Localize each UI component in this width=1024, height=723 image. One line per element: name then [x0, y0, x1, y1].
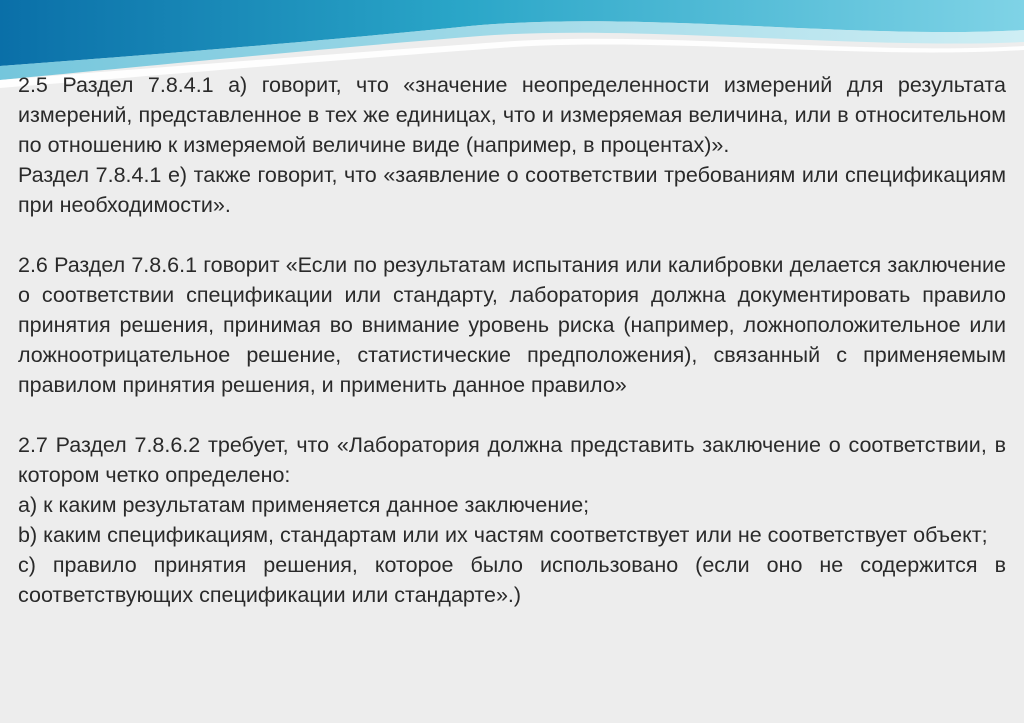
section-2-5: [18, 70, 1006, 220]
section-2-6: [18, 250, 1006, 400]
paragraph: b) каким спецификациям, стандартам или их частям соответствует или не соответствует объект;: [18, 523, 988, 547]
section-2-7: [18, 430, 1006, 610]
paragraph-spacer: [18, 400, 1006, 430]
paragraph: 2.6 Раздел 7.8.6.1 говорит «Если по результатам испытания или калибровки делается заключение о соответствии спецификации или стандарту, лаборатория должна документировать правило принятия решения, принимая во внимание уровень риска (например, ложноположительное или ложноотрицательное решение, статистические предположения), связанный с применяемым правилом принятия решения, и применить данное правило»: [18, 253, 1006, 397]
paragraph-spacer: [18, 220, 1006, 250]
paragraph: 2.5 Раздел 7.8.4.1 а) говорит, что «значение неопределенности измерений для результата измерений, представленное в тех же единицах, что и измеряемая величина, или в относительном по отношению к измеряемой величине виде (например, в процентах)».: [18, 73, 1006, 157]
paragraph: 2.7 Раздел 7.8.6.2 требует, что «Лаборатория должна представить заключение о соответствии, в котором четко определено:: [18, 433, 1006, 487]
slide-body-text: [18, 70, 1006, 610]
paragraph: Раздел 7.8.4.1 е) также говорит, что «заявление о соответствии требованиям или спецификациям при необходимости».: [18, 163, 1006, 217]
paragraph: с) правило принятия решения, которое было использовано (если оно не содержится в соответствующих спецификации или стандарте».): [18, 553, 1006, 607]
paragraph: а) к каким результатам применяется данное заключение;: [18, 493, 590, 517]
